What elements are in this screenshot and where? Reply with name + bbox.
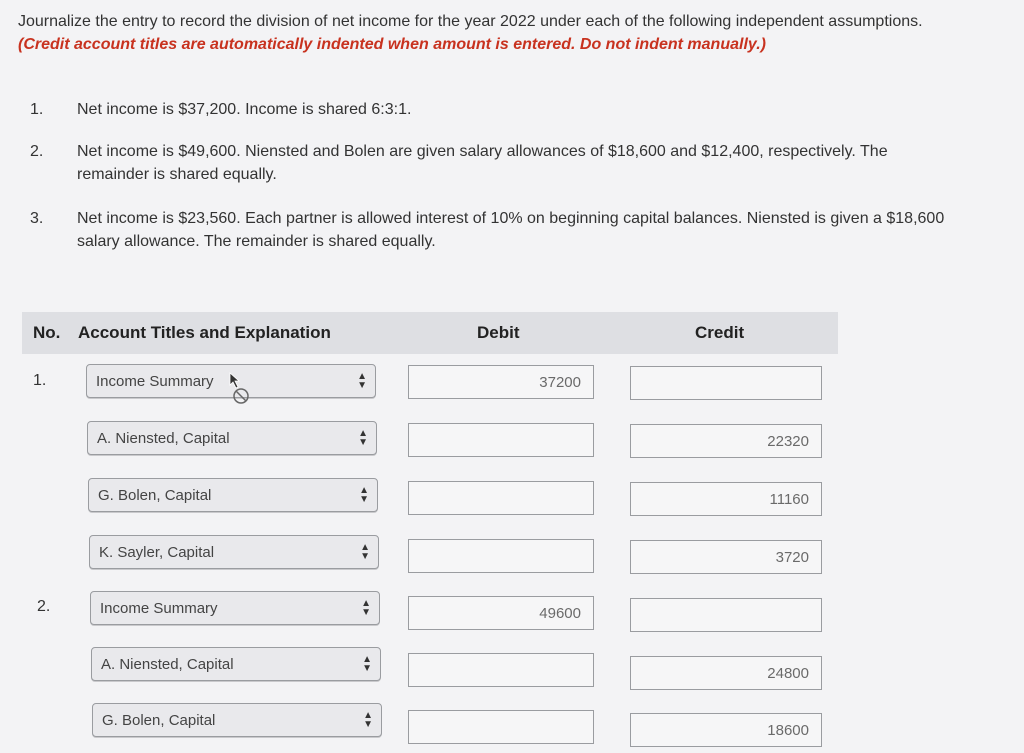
- account-select-value: Income Summary: [100, 600, 218, 617]
- credit-input[interactable]: [630, 598, 822, 632]
- account-select[interactable]: [88, 478, 378, 512]
- updown-chevron-icon: ▲ ▼: [358, 428, 368, 448]
- account-select[interactable]: [92, 703, 382, 737]
- arrow-cursor-icon: [228, 371, 258, 405]
- account-select[interactable]: [91, 647, 381, 681]
- credit-input[interactable]: [630, 424, 822, 458]
- credit-input[interactable]: [630, 540, 822, 574]
- header-no: No.: [33, 323, 61, 342]
- debit-value: 37200: [539, 374, 581, 391]
- credit-value: 24800: [767, 665, 809, 682]
- entry-number: 2.: [37, 598, 51, 615]
- credit-input[interactable]: [630, 713, 822, 747]
- debit-input[interactable]: [408, 596, 594, 630]
- assumption-text: Net income is $23,560. Each partner is allowed interest of 10% on beginning capital balances. Niensted is given a $18,600 salary allowance. The remainder is shared equally.: [77, 210, 945, 250]
- credit-input[interactable]: [630, 366, 822, 400]
- assumption-text: Net income is $37,200. Income is shared 6:3:1.: [77, 101, 412, 118]
- assumption-text: Net income is $49,600. Niensted and Bolen are given salary allowances of $18,600 and $12,400, respectively. The remainder is shared equally.: [77, 143, 888, 183]
- prompt-note: (Credit account titles are automatically indented when amount is entered. Do not indent manually.): [18, 36, 766, 53]
- debit-input[interactable]: [408, 710, 594, 744]
- account-select[interactable]: [87, 421, 377, 455]
- debit-value: 49600: [539, 605, 581, 622]
- credit-value: 18600: [767, 722, 809, 739]
- updown-chevron-icon: ▲ ▼: [359, 485, 369, 505]
- account-select-value: G. Bolen, Capital: [102, 712, 216, 729]
- updown-chevron-icon: ▲ ▼: [357, 371, 367, 391]
- assumption-number: 1.: [30, 101, 44, 118]
- updown-chevron-icon: ▲ ▼: [361, 598, 371, 618]
- journal-table-header: [22, 312, 838, 354]
- entry-number: 1.: [33, 372, 47, 389]
- assumption-number: 3.: [30, 210, 44, 227]
- updown-chevron-icon: ▲ ▼: [360, 542, 370, 562]
- header-credit: Credit: [695, 323, 745, 342]
- credit-value: 22320: [767, 433, 809, 450]
- credit-input[interactable]: [630, 482, 822, 516]
- account-select[interactable]: [90, 591, 380, 625]
- account-select[interactable]: [89, 535, 379, 569]
- account-select-value: A. Niensted, Capital: [101, 656, 234, 673]
- account-select-value: A. Niensted, Capital: [97, 430, 230, 447]
- question-prompt: [18, 10, 1018, 56]
- credit-value: 11160: [769, 491, 809, 508]
- assumption-number: 2.: [30, 143, 44, 160]
- header-account-titles: Account Titles and Explanation: [78, 323, 331, 342]
- updown-chevron-icon: ▲ ▼: [363, 710, 373, 730]
- debit-input[interactable]: [408, 481, 594, 515]
- debit-input[interactable]: [408, 539, 594, 573]
- updown-chevron-icon: ▲ ▼: [362, 654, 372, 674]
- credit-input[interactable]: [630, 656, 822, 690]
- debit-input[interactable]: [408, 365, 594, 399]
- account-select-value: K. Sayler, Capital: [99, 544, 215, 561]
- debit-input[interactable]: [408, 423, 594, 457]
- header-debit: Debit: [477, 323, 520, 342]
- prompt-text: Journalize the entry to record the division of net income for the year 2022 under each of the following independent assumptions.: [18, 13, 923, 30]
- account-select-value: G. Bolen, Capital: [98, 487, 212, 504]
- credit-value: 3720: [775, 549, 809, 566]
- account-select-value: Income Summary: [96, 373, 214, 390]
- debit-input[interactable]: [408, 653, 594, 687]
